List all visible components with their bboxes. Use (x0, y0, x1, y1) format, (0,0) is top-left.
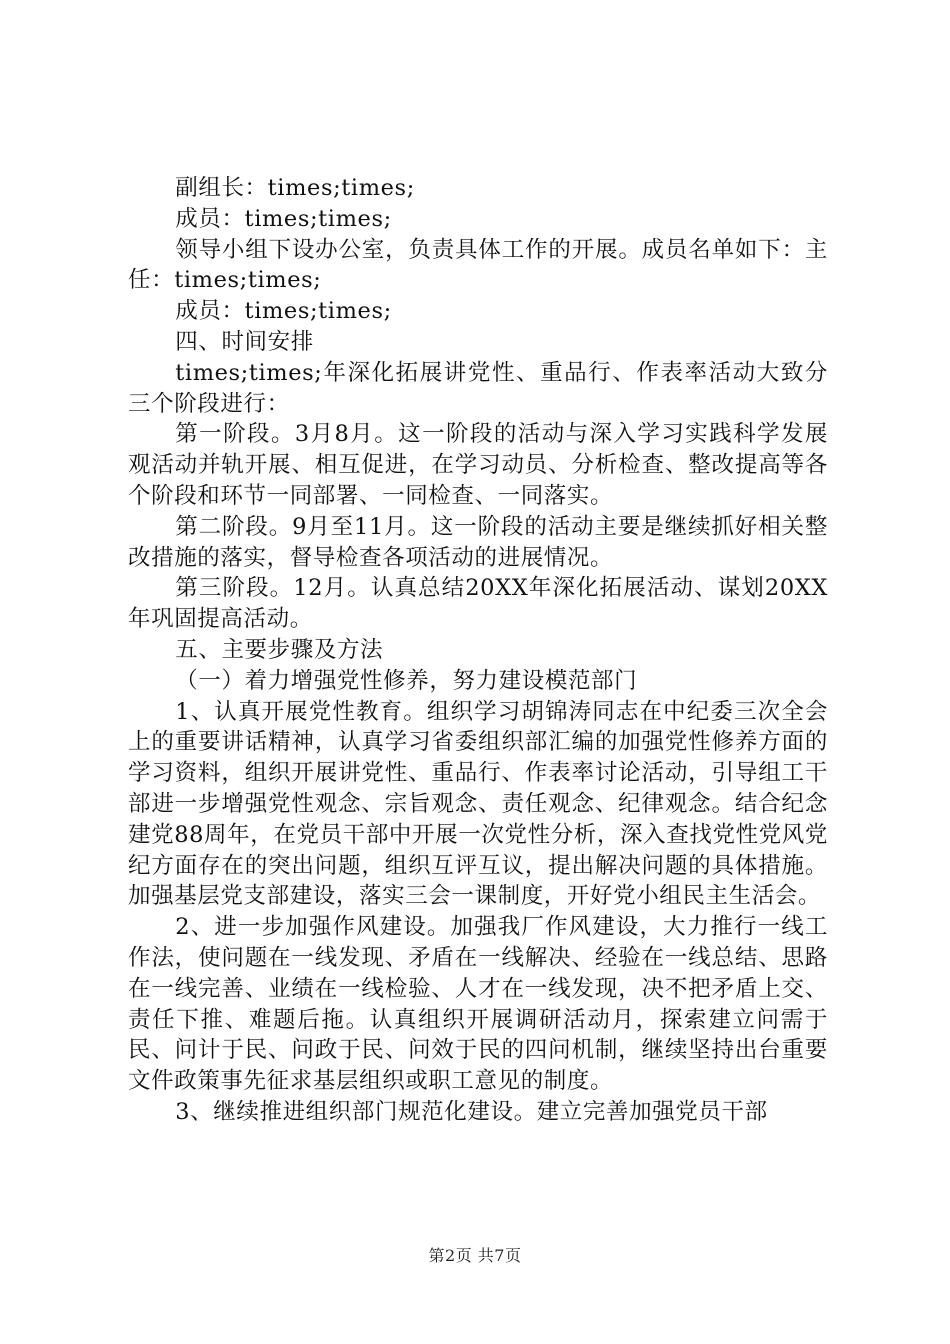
paragraph-stage-three: 第三阶段。12月。认真总结20XX年深化拓展活动、谋划20XX年巩固提高活动。 (128, 575, 828, 633)
paragraph-office: 领导小组下设办公室，负责具体工作的开展。成员名单如下：主任：times;times; (128, 236, 828, 294)
subsection-heading-one: （一）着力增强党性修养，努力建设模范部门 (175, 667, 638, 694)
paragraph-members: 成员：times;times; (175, 205, 392, 232)
page-number-footer: 第2页 共7页 (428, 1246, 522, 1265)
paragraph-three-stages: times;times;年深化拓展讲党性、重品行、作表率活动大致分三个阶段进行： (128, 359, 828, 417)
section-heading-methods: 五、主要步骤及方法 (175, 636, 384, 663)
paragraph-stage-two: 第二阶段。9月至11月。这一阶段的活动主要是继续抓好相关整改措施的落实，督导检查各项活动的进展情况。 (128, 513, 828, 571)
section-heading-schedule: 四、时间安排 (175, 328, 314, 355)
paragraph-office-members: 成员：times;times; (175, 298, 392, 325)
paragraph-deputy-leader: 副组长：times;times; (175, 175, 415, 201)
paragraph-stage-one: 第一阶段。3月8月。这一阶段的活动与深入学习实践科学发展观活动并轨开展、相互促进，在学习动员、分析检查、整改提高等各个阶段和环节一同部署、一同检查、一同落实。 (128, 421, 828, 509)
document-body (128, 173, 828, 1128)
paragraph-item-one: 1、认真开展党性教育。组织学习胡锦涛同志在中纪委三次全会上的重要讲话精神，认真学习省委组织部汇编的加强党性修养方面的学习资料，组织开展讲党性、重品行、作表率讨论活动，引导组工干部进一步增强党性观念、宗旨观念、责任观念、纪律观念。结合纪念建党88周年，在党员干部中开展一次党性分析，深入查找党性党风党纪方面存在的突出问题，组织互评互议，提出解决问题的具体措施。加强基层党支部建设，落实三会一课制度，开好党小组民主生活会。 (128, 698, 828, 910)
paragraph-item-two: 2、进一步加强作风建设。加强我厂作风建设，大力推行一线工作法，使问题在一线发现、矛盾在一线解决、经验在一线总结、思路在一线完善、业绩在一线检验、人才在一线发现，决不把矛盾上交、责任下推、难题后拖。认真组织开展调研活动月，探索建立问需于民、问计于民、问政于民、问效于民的四问机制，继续坚持出台重要文件政策事先征求基层组织或职工意见的制度。 (128, 914, 828, 1095)
paragraph-item-three: 3、继续推进组织部门规范化建设。建立完善加强党员干部 (175, 1098, 768, 1125)
